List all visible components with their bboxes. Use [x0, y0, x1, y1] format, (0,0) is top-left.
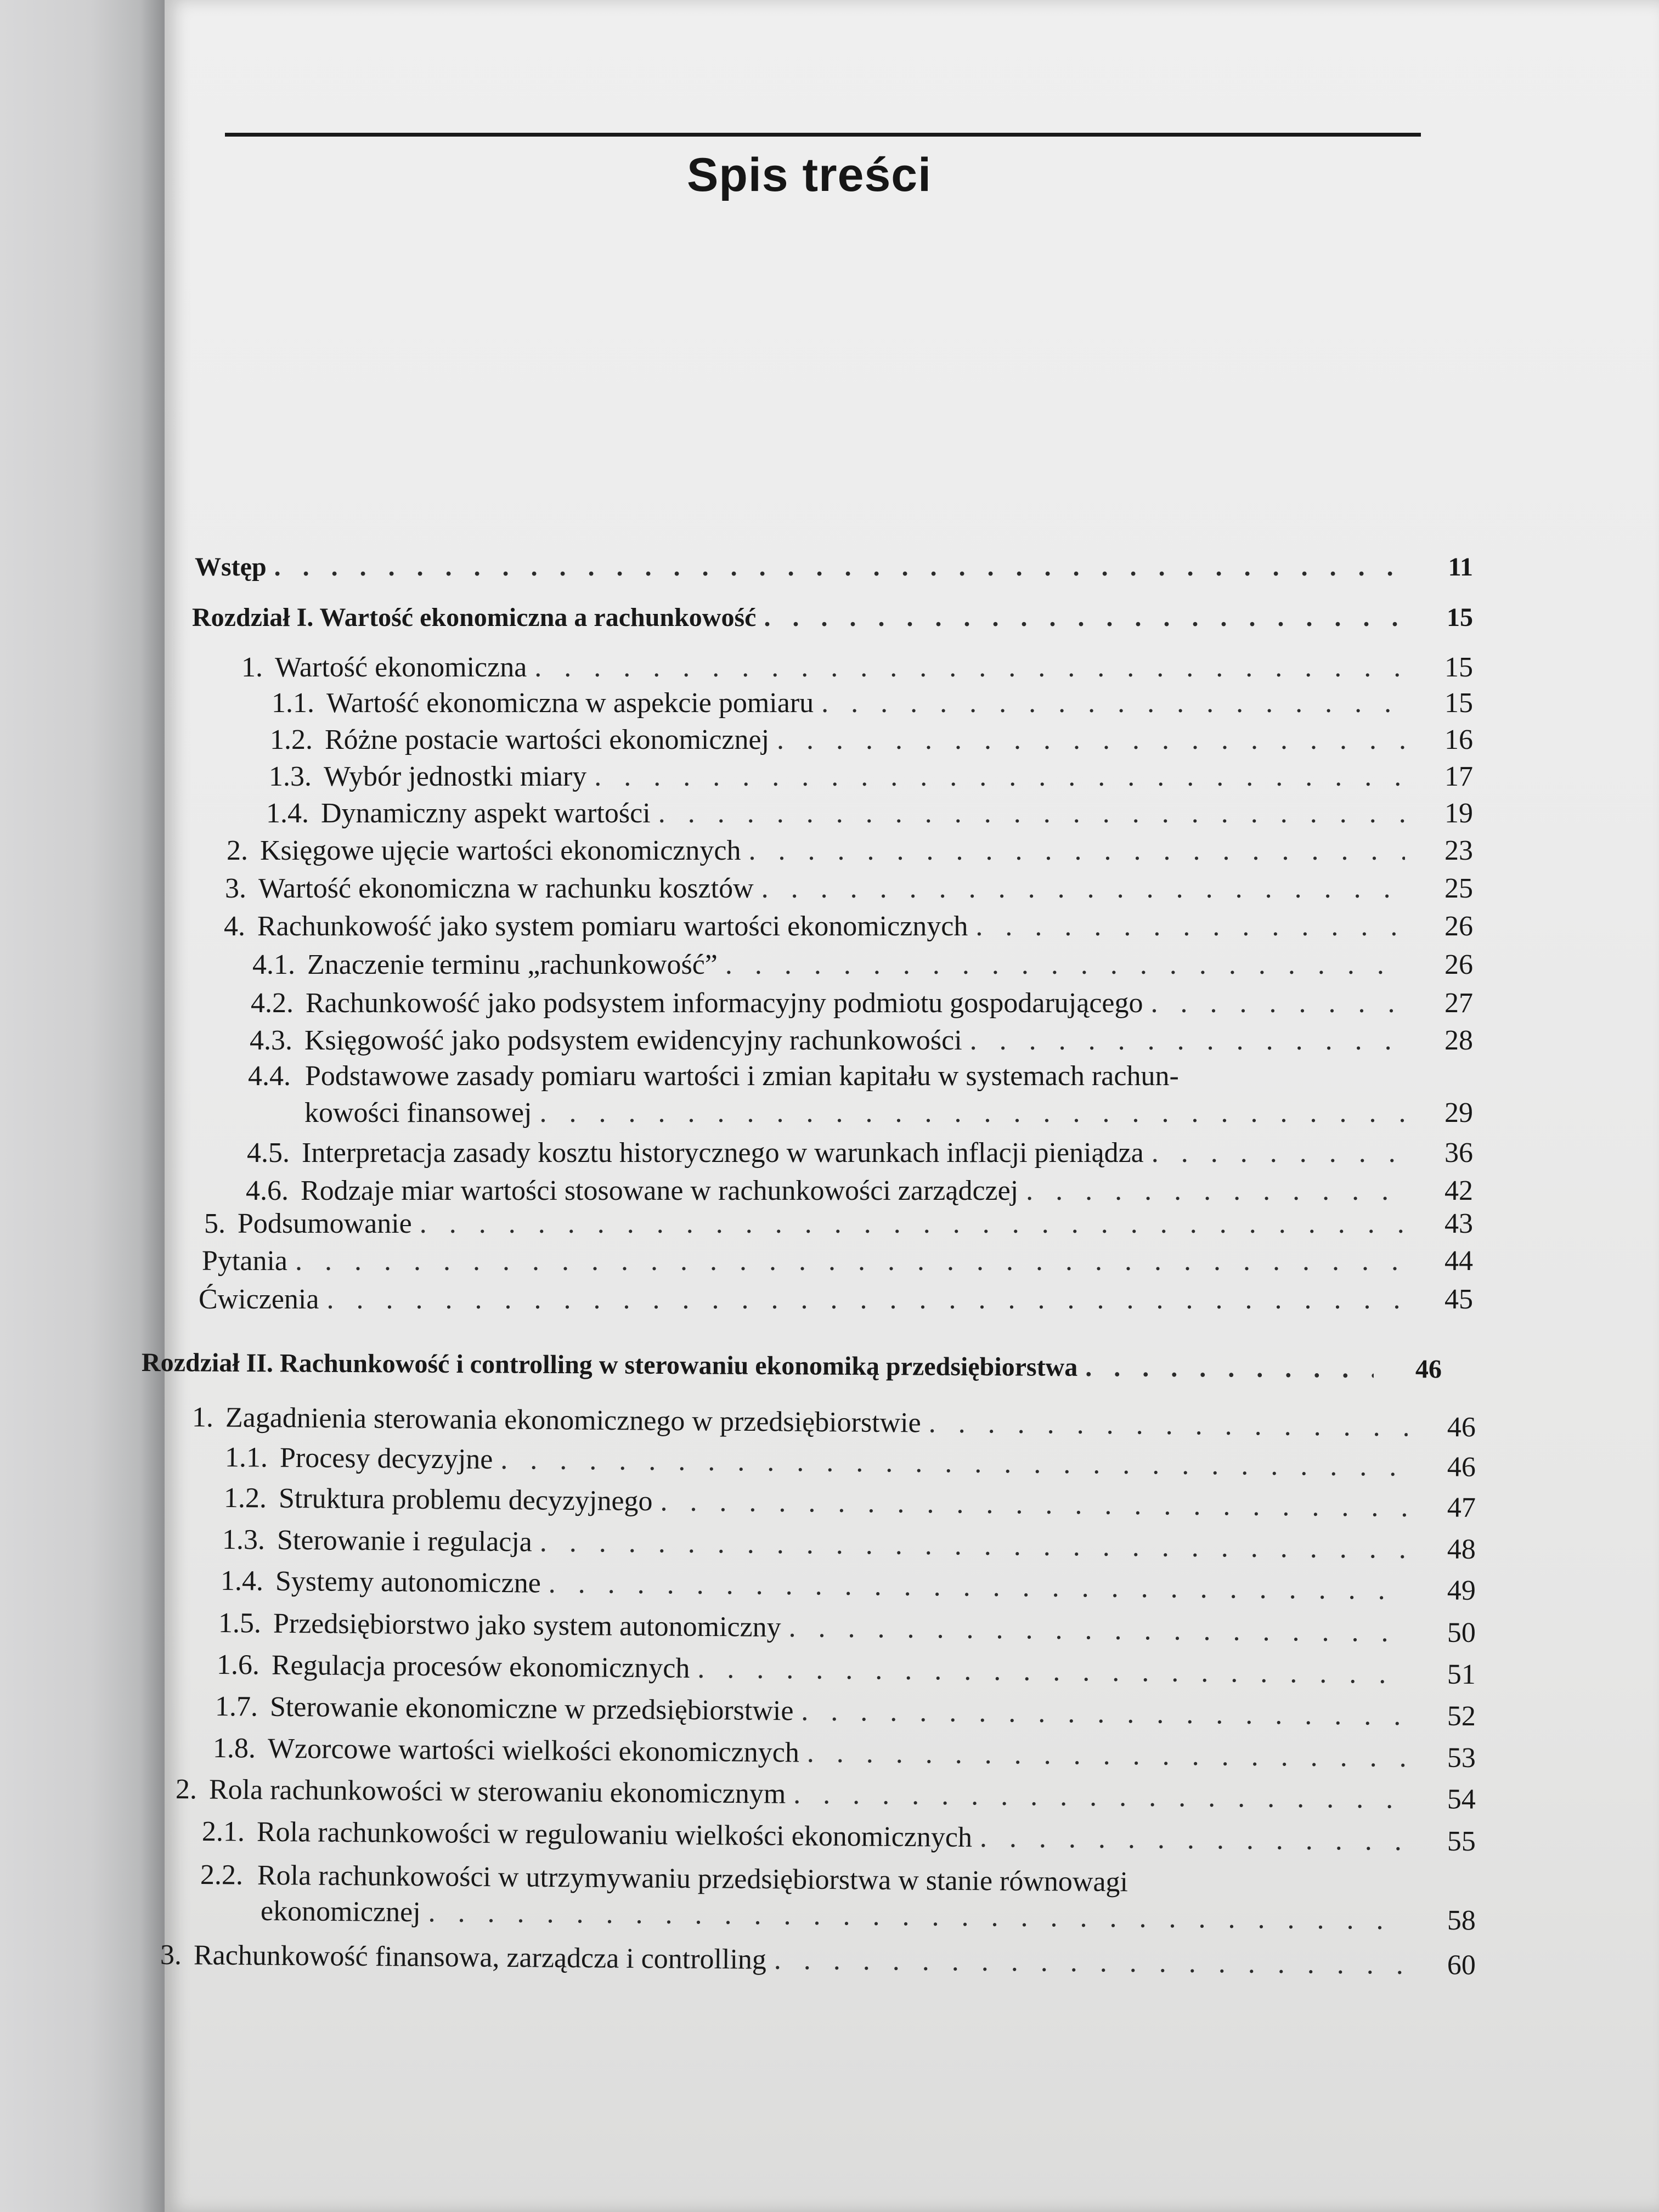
leader-dots: [774, 1944, 1408, 1980]
toc-entry-page: 46: [1447, 1451, 1476, 1483]
leader-dots: [764, 603, 1405, 633]
toc-entry-page: 25: [1444, 873, 1473, 904]
toc-entry-page: 29: [1444, 1097, 1473, 1128]
toc-entry-4-1: 4.1. Znaczenie terminu „rachunkowość” . . . 26: [252, 949, 1473, 980]
toc-entry-5: 5. Podsumowanie . . . 43: [204, 1208, 1473, 1239]
toc-entry-label: Podsumowanie: [238, 1208, 412, 1239]
toc-entry-1-2: 1.2. Różne postacie wartości ekonomicznej . . . 16: [270, 724, 1473, 755]
leader-dots: [274, 553, 1405, 582]
toc-entry-page: 43: [1444, 1208, 1473, 1239]
toc-entry-1-1: 1.1. Wartość ekonomiczna w aspekcie pomiaru . . . 15: [272, 687, 1473, 719]
toc-entry-ii-2-1: 2.1. Rola rachunkowości w regulowaniu wielkości ekonomicznych . . . 55: [202, 1816, 1476, 1857]
toc-entry-page: 58: [1447, 1904, 1476, 1937]
toc-entry-page: 49: [1447, 1575, 1476, 1606]
header-rule: [225, 133, 1421, 137]
toc-entry-chapter-1: [192, 603, 1473, 633]
toc-entry-label: Pytania: [202, 1245, 287, 1277]
toc-entry-page: 19: [1444, 798, 1473, 829]
toc-entry-ii-1-1: 1.1. Procesy decyzyjne . . . 46: [225, 1442, 1476, 1483]
leader-dots: [1152, 1137, 1405, 1169]
toc-entry-page: 60: [1447, 1949, 1476, 1981]
leader-dots: [295, 1245, 1405, 1277]
toc-entry-page: 50: [1447, 1617, 1476, 1649]
toc-entry-page: 48: [1447, 1533, 1476, 1565]
toc-entry-page: 51: [1447, 1658, 1476, 1691]
leader-dots: [326, 1284, 1405, 1315]
toc-entry-ii-1-3: 1.3. Sterowanie i regulacja . . . 48: [222, 1524, 1476, 1565]
toc-entry-label: Różne postacie wartości ekonomicznej: [325, 724, 770, 755]
toc-entry-page: 44: [1444, 1245, 1473, 1277]
toc-entry-4-3: 4.3. Księgowość jako podsystem ewidencyjny rachunkowości . . . 28: [250, 1025, 1473, 1056]
toc-entry-label: Podstawowe zasady pomiaru wartości i zmian kapitału w systemach rachun-: [305, 1060, 1179, 1092]
toc-page: [141, 0, 1659, 2212]
leader-dots: [658, 798, 1405, 829]
toc-entry-label: Księgowe ujęcie wartości ekonomicznych: [260, 835, 741, 866]
leader-dots: [970, 1025, 1405, 1056]
toc-entry-3: 3. Wartość ekonomiczna w rachunku kosztów . . . 25: [225, 873, 1473, 904]
toc-entry-4-4-line2: [304, 1097, 1473, 1128]
toc-entry-label: Rola rachunkowości w utrzymywaniu przedsiębiorstwa w stanie równowagi: [257, 1859, 1128, 1898]
leader-dots: [975, 911, 1405, 942]
toc-entry-ii-1-5: 1.5. Przedsiębiorstwo jako system autonomiczny . . . 50: [218, 1607, 1476, 1649]
toc-entry-ii-1-2: 1.2. Struktura problemu decyzyjnego . . . 47: [224, 1482, 1476, 1523]
leader-dots: [549, 1568, 1408, 1606]
leader-dots: [777, 724, 1405, 755]
toc-entry-4-2: 4.2. Rachunkowość jako podsystem informacyjny podmiotu gospodarującego . . . 27: [251, 988, 1473, 1019]
toc-entry-label: ekonomicznej: [260, 1895, 421, 1928]
toc-entry-1-3: 1.3. Wybór jednostki miary . . . 17: [269, 761, 1473, 792]
toc-entry-label: Wzorcowe wartości wielkości ekonomicznych: [267, 1733, 800, 1769]
toc-entry-page: 23: [1444, 835, 1473, 866]
toc-entry-label: Ćwiczenia: [199, 1284, 319, 1315]
toc-entry-page: 53: [1447, 1742, 1476, 1774]
toc-entry-page: 52: [1447, 1700, 1476, 1733]
toc-entry-label: Procesy decyzyjne: [279, 1442, 493, 1475]
toc-entry-label: Interpretacja zasady kosztu historycznego w warunkach inflacji pieniądza: [302, 1137, 1144, 1169]
toc-entry-page: 15: [1447, 603, 1473, 632]
toc-entry-label: Sterowanie ekonomiczne w przedsiębiorstwie: [269, 1691, 794, 1727]
toc-entry-label: Sterowanie i regulacja: [276, 1524, 533, 1558]
leader-dots: [1085, 1353, 1374, 1384]
toc-entry-label: Zagadnienia sterowania ekonomicznego w przedsiębiorstwie: [225, 1402, 921, 1439]
toc-entry-label: Wartość ekonomiczna w rachunku kosztów: [258, 873, 754, 904]
toc-entry-1-4: 1.4. Dynamiczny aspekt wartości . . . 19: [266, 798, 1473, 829]
toc-entry-page: 27: [1444, 988, 1473, 1019]
leader-dots: [540, 1527, 1408, 1565]
leader-dots: [500, 1444, 1408, 1482]
leader-dots: [697, 1653, 1408, 1690]
toc-entry-page: 28: [1444, 1025, 1473, 1056]
toc-entry-label: Rachunkowość jako system pomiaru wartości ekonomicznych: [257, 911, 968, 942]
leader-dots: [821, 687, 1405, 719]
toc-entry-label: Rozdział I. Wartość ekonomiczna a rachunkowość: [192, 603, 757, 632]
toc-entry-ii-2-2-line2: [261, 1895, 1476, 1937]
toc-entry-label: Znaczenie terminu „rachunkowość”: [307, 949, 718, 980]
toc-entry-page: 11: [1448, 552, 1473, 582]
leader-dots: [761, 873, 1405, 904]
toc-entry-label: Rozdział II. Rachunkowość i controlling w sterowaniu ekonomiką przedsiębiorstwa: [141, 1348, 1078, 1382]
leader-dots: [1150, 988, 1405, 1019]
leader-dots: [539, 1097, 1405, 1128]
toc-entry-page: 47: [1447, 1492, 1476, 1523]
toc-entry-4-6: 4.6. Rodzaje miar wartości stosowane w rachunkowości zarządczej . . . 42: [246, 1175, 1473, 1206]
toc-entry-page: 42: [1444, 1175, 1473, 1206]
toc-entry-cwiczenia: [199, 1284, 1473, 1315]
toc-entry-4-5: 4.5. Interpretacja zasady kosztu historycznego w warunkach inflacji pieniądza . . . 36: [247, 1137, 1473, 1169]
toc-entry-ii-2: 2. Rola rachunkowości w sterowaniu ekonomicznym . . . 54: [176, 1774, 1476, 1815]
toc-entry-ii-1-8: 1.8. Wzorcowe wartości wielkości ekonomicznych . . . 53: [213, 1733, 1476, 1774]
toc-entry-ii-1-7: 1.7. Sterowanie ekonomiczne w przedsiębiorstwie . . . 52: [215, 1691, 1476, 1732]
leader-dots: [793, 1779, 1408, 1815]
toc-entry-4-4-line1: 4.4. Podstawowe zasady pomiaru wartości i zmian kapitału w systemach rachun-: [248, 1060, 1179, 1092]
toc-entry-page: 26: [1444, 949, 1473, 980]
toc-entry-label: Wartość ekonomiczna w aspekcie pomiaru: [326, 687, 814, 719]
leader-dots: [420, 1208, 1405, 1239]
toc-entry-label: Rola rachunkowości w sterowaniu ekonomicznym: [208, 1774, 786, 1810]
toc-entry-label: Wstęp: [195, 552, 267, 582]
toc-entry-ii-1-6: 1.6. Regulacja procesów ekonomicznych . . . 51: [217, 1649, 1476, 1690]
toc-entry-page: 15: [1444, 652, 1473, 683]
facing-page-edge: [0, 0, 165, 2212]
leader-dots: [594, 761, 1405, 792]
page-title: Spis treści: [687, 149, 932, 201]
toc-entry-page: 45: [1444, 1284, 1473, 1315]
toc-entry-label: Systemy autonomiczne: [275, 1565, 541, 1599]
toc-entry-label: Przedsiębiorstwo jako system autonomiczny: [273, 1607, 781, 1644]
toc-entry-page: 46: [1447, 1411, 1476, 1443]
toc-entry-2: 2. Księgowe ujęcie wartości ekonomicznych . . . 23: [227, 835, 1473, 866]
leader-dots: [801, 1695, 1408, 1731]
leader-dots: [534, 652, 1405, 683]
toc-entry-page: 54: [1447, 1784, 1476, 1815]
leader-dots: [748, 835, 1405, 866]
leader-dots: [788, 1612, 1408, 1648]
toc-entry-page: 26: [1444, 911, 1473, 942]
toc-entry-ii-1-4: 1.4. Systemy autonomiczne . . . 49: [221, 1565, 1476, 1606]
toc-entry-1: 1. Wartość ekonomiczna . . . 15: [241, 652, 1473, 683]
toc-entry-wstep: [195, 553, 1473, 582]
leader-dots: [428, 1897, 1408, 1936]
toc-entry-label: Rodzaje miar wartości stosowane w rachunkowości zarządczej: [301, 1175, 1019, 1206]
leader-dots: [725, 949, 1405, 980]
toc-entry-label: Regulacja procesów ekonomicznych: [271, 1649, 690, 1684]
toc-entry-chapter-2: [142, 1348, 1442, 1384]
leader-dots: [1026, 1175, 1405, 1206]
toc-entry-page: 15: [1444, 687, 1473, 719]
toc-entry-pytania: [202, 1245, 1473, 1277]
toc-entry-page: 17: [1444, 761, 1473, 792]
toc-entry-label: Wybór jednostki miary: [324, 761, 587, 792]
toc-entry-label: Rachunkowość jako podsystem informacyjny podmiotu gospodarującego: [306, 988, 1143, 1019]
toc-entry-ii-3: 3. Rachunkowość finansowa, zarządcza i controlling . . . 60: [160, 1939, 1476, 1981]
leader-dots: [980, 1822, 1408, 1857]
toc-entry-label: Struktura problemu decyzyjnego: [278, 1482, 653, 1517]
toc-entry-label: Wartość ekonomiczna: [275, 652, 527, 683]
toc-entry-page: 36: [1444, 1137, 1473, 1169]
toc-entry-label: Rola rachunkowości w regulowaniu wielkości ekonomicznych: [256, 1816, 973, 1854]
leader-dots: [660, 1486, 1408, 1523]
toc-entry-ii-1: 1. Zagadnienia sterowania ekonomicznego w przedsiębiorstwie . . . 46: [192, 1402, 1476, 1443]
toc-entry-page: 55: [1447, 1825, 1476, 1858]
toc-entry-page: 16: [1444, 724, 1473, 755]
toc-entry-label: Księgowość jako podsystem ewidencyjny rachunkowości: [304, 1025, 962, 1056]
toc-entry-4: 4. Rachunkowość jako system pomiaru wartości ekonomicznych . . . 26: [224, 911, 1473, 942]
toc-entry-label: Dynamiczny aspekt wartości: [321, 798, 651, 829]
toc-entry-label: Rachunkowość finansowa, zarządcza i controlling: [193, 1939, 767, 1976]
toc-entry-page: 46: [1415, 1355, 1442, 1384]
leader-dots: [807, 1737, 1408, 1774]
toc-entry-ii-2-2-line1: 2.2. Rola rachunkowości w utrzymywaniu przedsiębiorstwa w stanie równowagi: [200, 1859, 1128, 1898]
toc-entry-label: kowości finansowej: [304, 1097, 532, 1128]
leader-dots: [928, 1408, 1408, 1443]
